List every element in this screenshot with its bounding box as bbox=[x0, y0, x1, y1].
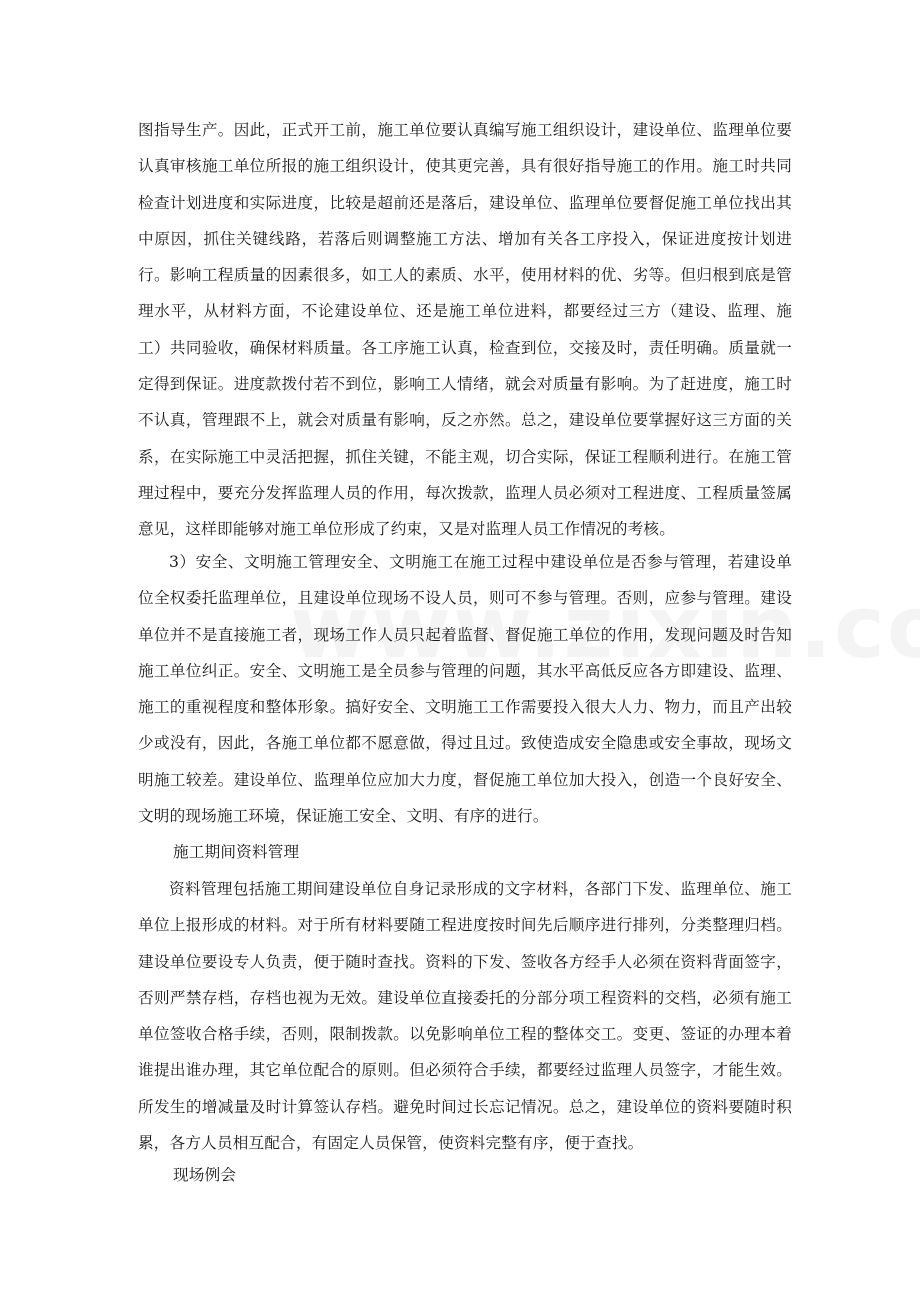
body-paragraph-3: 资料管理包括施工期间建设单位自身记录形成的文字材料，各部门下发、监理单位、施工单位上报形成的材料。对于所有材料要随工程进度按时间先后顺序进行排列，分类整理归档。建设单位要设专人负责，便于随时查找。资料的下发、签收各方经手人必须在资料背面签字，否则严禁存档，存档也视为无效。建设单位直接委托的分部分项工程资料的交档，必须有施工单位签收合格手续，否则，限制拨款。以免影响单位工程的整体交工。变更、签证的办理本着谁提出谁办理，其它单位配合的原则。但必须符合手续，都要经过监理人员签字，才能生效。所发生的增减量及时计算签认存档。避免时间过长忘记情况。总之，建设单位的资料要随时积累，各方人员相互配合，有固定人员保管，使资料完整有序，便于查找。 bbox=[138, 880, 792, 1153]
section-heading-site-meeting: 现场例会 bbox=[173, 1166, 237, 1184]
body-paragraph-2: 3）安全、文明施工管理安全、文明施工在施工过程中建设单位是否参与管理，若建设单位全权委托监理单位，且建设单位现场不设人员，则可不参与管理。否则，应参与管理。建设单位并不是直接施工者，现场工作人员只起着监督、督促施工单位的作用，发现问题及时告知施工单位纠正。安全、文明施工是全员参与管理的问题，其水平高低反应各方即建设、监理、施工的重视程度和整体形象。搞好安全、文明施工工作需要投入很大人力、物力，而且产出较少或没有，因此，各施工单位都不愿意做，得过且过。致使造成安全隐患或安全事故，现场文明施工较差。建设单位、监理单位应加大力度，督促施工单位加大投入，创造一个良好安全、文明的现场施工环境，保证施工安全、文明、有序的进行。 bbox=[138, 553, 792, 826]
body-paragraph-1: 图指导生产。因此，正式开工前，施工单位要认真编写施工组织设计，建设单位、监理单位要认真审核施工单位所报的施工组织设计，使其更完善，具有很好指导施工的作用。施工时共同检查计划进度和实际进度，比较是超前还是落后，建设单位、监理单位要督促施工单位找出其中原因，抓住关键线路，若落后则调整施工方法、增加有关各工序投入，保证进度按计划进行。影响工程质量的因素很多，如工人的素质、水平，使用材料的优、劣等。但归根到底是管理水平，从材料方面，不论建设单位、还是施工单位进料，都要经过三方（建设、监理、施工）共同验收，确保材料质量。各工序施工认真，检查到位，交接及时，责任明确。质量就一定得到保证。进度款拨付若不到位，影响工人情绪，就会对质量有影响。为了赶进度，施工时不认真，管理跟不上，就会对质量有影响，反之亦然。总之，建设单位要掌握好这三方面的关系，在实际施工中灵活把握，抓住关键，不能主观，切合实际，保证工程顺利进行。在施工管理过程中，要充分发挥监理人员的作用，每次拨款，监理人员必须对工程进度、工程质量签属意见，这样即能够对施工单位形成了约束，又是对监理人员工作情况的考核。 bbox=[138, 121, 792, 539]
section-heading-document-management: 施工期间资料管理 bbox=[173, 843, 300, 861]
